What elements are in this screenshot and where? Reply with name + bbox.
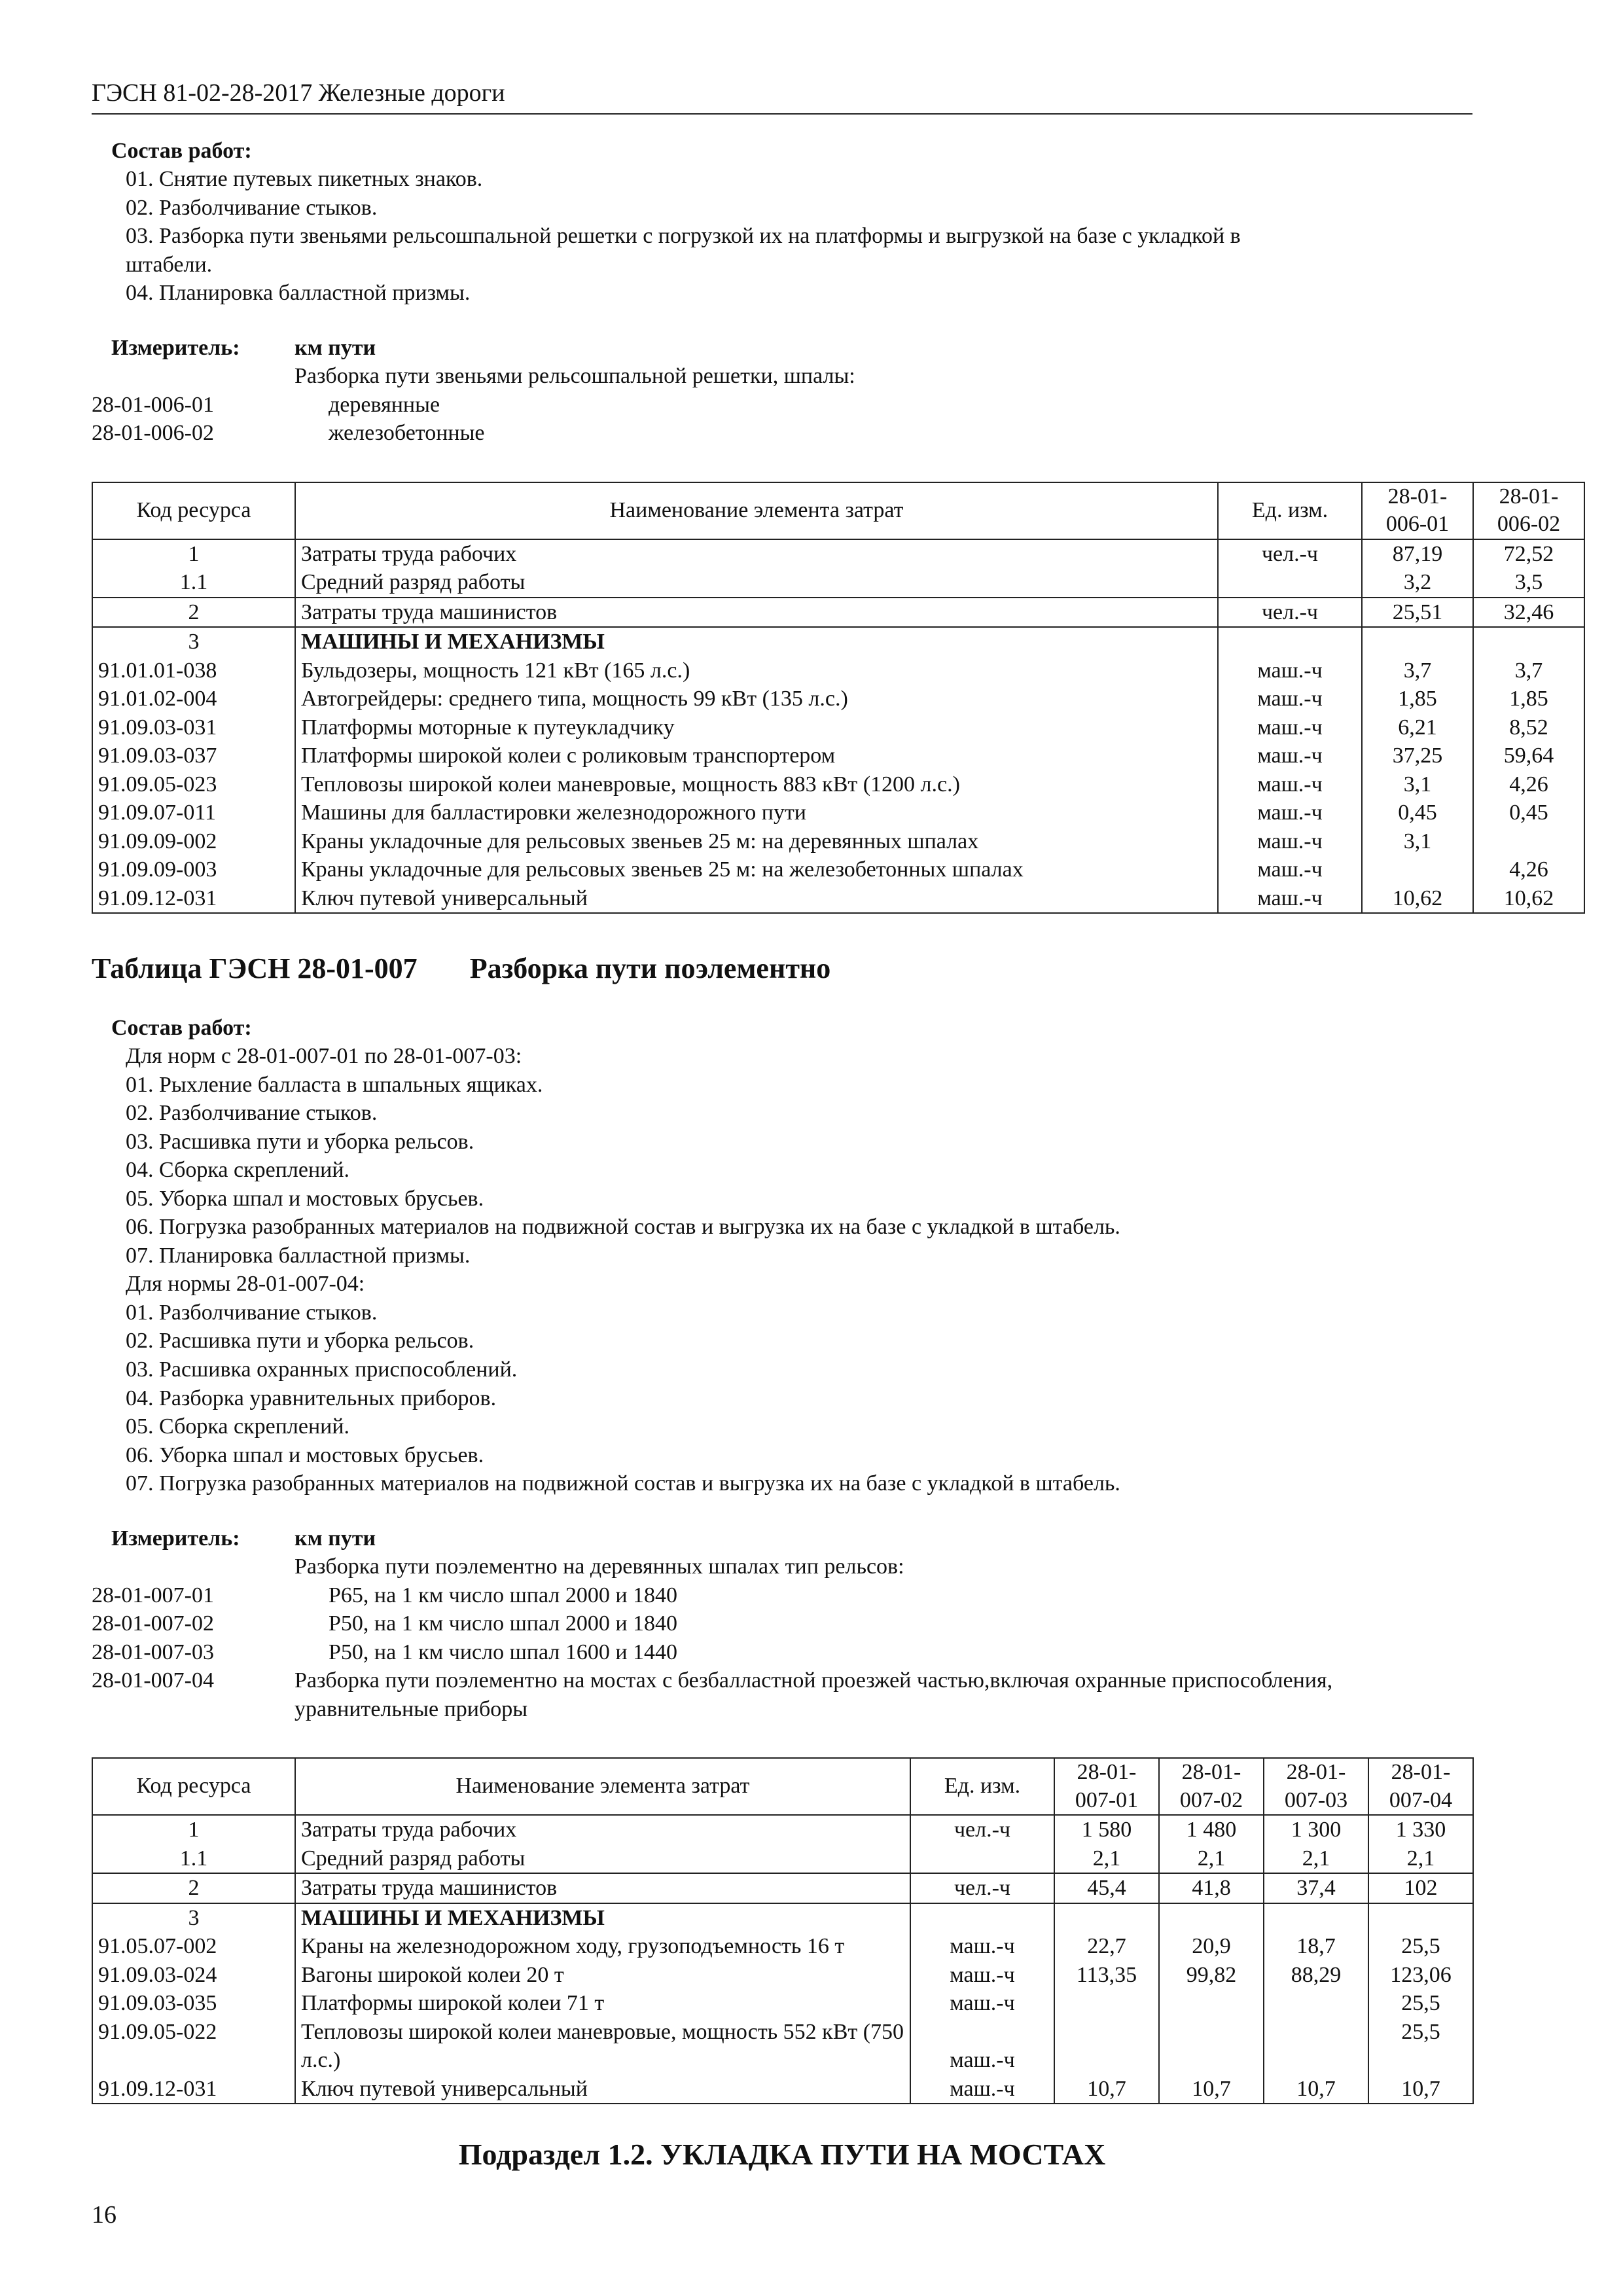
table-row bbox=[92, 1932, 1473, 1961]
table-header-row bbox=[92, 482, 1584, 539]
value-cell: 102 bbox=[1368, 1873, 1473, 1903]
work-item: 06. Уборка шпал и мостовых брусьев. bbox=[126, 1443, 484, 1467]
table-row bbox=[92, 2075, 1473, 2104]
header-norm-col: 28-01- 007-04 bbox=[1368, 1758, 1473, 1815]
unit-cell: маш.-ч bbox=[1218, 656, 1362, 685]
running-header: ГЭСН 81-02-28-2017 Железные дороги bbox=[92, 77, 1472, 115]
table-2-body bbox=[92, 1815, 1473, 2104]
unit-cell: маш.-ч bbox=[910, 1989, 1054, 2018]
work-item: 03. Разборка пути звеньями рельсошпальной решетки с погрузкой их на платформы и выгрузкой на базе с укладкой в bbox=[126, 224, 1241, 249]
table-row bbox=[92, 742, 1584, 770]
unit-cell: маш.-ч bbox=[1218, 798, 1362, 827]
value-cell: 1,85 bbox=[1473, 685, 1584, 713]
unit-cell: чел.-ч bbox=[910, 1873, 1054, 1903]
value-cell: 1 480 bbox=[1159, 1815, 1264, 1844]
table-row bbox=[92, 2018, 1473, 2075]
norm-code: 28-01-007-03 bbox=[92, 1640, 214, 1664]
measure-unit: км пути bbox=[294, 1526, 376, 1551]
header-norm-col: 28-01- 006-01 bbox=[1362, 482, 1473, 539]
work-item: 07. Погрузка разобранных материалов на подвижной состав и выгрузка их на базе с укладкой в штабель. bbox=[126, 1471, 1120, 1496]
value-cell bbox=[1264, 1903, 1368, 1933]
resource-code-cell: 3 bbox=[92, 627, 295, 656]
value-cell: 45,4 bbox=[1054, 1873, 1159, 1903]
work-item: 01. Рыхление балласта в шпальных ящиках. bbox=[126, 1072, 543, 1097]
unit-cell: маш.-ч bbox=[910, 1932, 1054, 1961]
table-row bbox=[92, 1815, 1473, 1844]
value-cell: 10,7 bbox=[1159, 2075, 1264, 2104]
table-row bbox=[92, 1873, 1473, 1903]
resource-name-cell: Автогрейдеры: среднего типа, мощность 99 кВт (135 л.с.) bbox=[295, 685, 1218, 713]
norm-name: Р50, на 1 км число шпал 2000 и 1840 bbox=[329, 1611, 678, 1636]
value-cell: 113,35 bbox=[1054, 1961, 1159, 1990]
document-page bbox=[92, 77, 1561, 2174]
value-cell: 72,52 bbox=[1473, 539, 1584, 569]
value-cell: 18,7 bbox=[1264, 1932, 1368, 1961]
value-cell: 10,7 bbox=[1368, 2075, 1473, 2104]
table-row bbox=[92, 884, 1584, 914]
table-row bbox=[92, 539, 1584, 569]
value-cell: 88,29 bbox=[1264, 1961, 1368, 1990]
header-name: Наименование элемента затрат bbox=[295, 1758, 910, 1815]
table-title: Разборка пути поэлементно bbox=[469, 952, 831, 985]
resource-name-cell: Краны укладочные для рельсовых звеньев 25 м: на железобетонных шпалах bbox=[295, 855, 1218, 884]
work-item: 04. Разборка уравнительных приборов. bbox=[126, 1386, 497, 1410]
table-row bbox=[92, 1961, 1473, 1990]
value-cell: 59,64 bbox=[1473, 742, 1584, 770]
table-heading bbox=[92, 950, 1472, 987]
resource-name-cell: Машины для балластировки железнодорожного пути bbox=[295, 798, 1218, 827]
value-cell: 123,06 bbox=[1368, 1961, 1473, 1990]
composition-block-2 bbox=[92, 1014, 1472, 1498]
resource-code-cell: 3 bbox=[92, 1903, 295, 1933]
resource-name-cell: Краны на железнодорожном ходу, грузоподъемность 16 т bbox=[295, 1932, 910, 1961]
header-code: Код ресурса bbox=[92, 1758, 295, 1815]
measure-block-2 bbox=[92, 1524, 1472, 1724]
unit-cell: маш.-ч bbox=[1218, 827, 1362, 856]
resource-code-cell: 91.09.09-002 bbox=[92, 827, 295, 856]
value-cell: 25,5 bbox=[1368, 1932, 1473, 1961]
norm-range-heading: Для нормы 28-01-007-04: bbox=[126, 1272, 365, 1297]
measure-unit: км пути bbox=[294, 335, 376, 360]
value-cell: 1,85 bbox=[1362, 685, 1473, 713]
resource-name-cell: Средний разряд работы bbox=[295, 1844, 910, 1874]
norm-code: 28-01-007-01 bbox=[92, 1583, 214, 1607]
unit-cell: маш.-ч bbox=[1218, 742, 1362, 770]
value-cell bbox=[1159, 1903, 1264, 1933]
value-cell: 20,9 bbox=[1159, 1932, 1264, 1961]
value-cell bbox=[1159, 2018, 1264, 2075]
norm-code: 28-01-007-04 bbox=[92, 1668, 214, 1693]
value-cell: 0,45 bbox=[1473, 798, 1584, 827]
table-2-wrapper bbox=[92, 1757, 1472, 2104]
value-cell: 25,5 bbox=[1368, 1989, 1473, 2018]
unit-cell: чел.-ч bbox=[1218, 539, 1362, 569]
table-1-wrapper bbox=[92, 482, 1561, 914]
resource-code-cell: 91.09.05-022 bbox=[92, 2018, 295, 2075]
value-cell: 37,4 bbox=[1264, 1873, 1368, 1903]
resource-name-cell: Тепловозы широкой колеи маневровые, мощность 883 кВт (1200 л.с.) bbox=[295, 770, 1218, 799]
resource-name-cell: Средний разряд работы bbox=[295, 568, 1218, 598]
unit-cell: маш.-ч bbox=[1218, 713, 1362, 742]
resource-code-cell: 91.09.03-035 bbox=[92, 1989, 295, 2018]
resource-code-cell: 1 bbox=[92, 1815, 295, 1844]
unit-cell: маш.-ч bbox=[910, 2075, 1054, 2104]
unit-cell: маш.-ч bbox=[1218, 855, 1362, 884]
header-unit: Ед. изм. bbox=[910, 1758, 1054, 1815]
value-cell: 4,26 bbox=[1473, 770, 1584, 799]
resource-name-cell: Платформы широкой колеи 71 т bbox=[295, 1989, 910, 2018]
table-header-row bbox=[92, 1758, 1473, 1815]
value-cell: 2,1 bbox=[1368, 1844, 1473, 1874]
value-cell bbox=[1054, 1989, 1159, 2018]
work-item: 04. Планировка балластной призмы. bbox=[126, 281, 471, 306]
norm-range-heading: Для норм с 28-01-007-01 по 28-01-007-03: bbox=[126, 1044, 522, 1069]
work-item: 03. Расшивка пути и уборка рельсов. bbox=[126, 1129, 474, 1154]
resource-code-cell: 91.01.01-038 bbox=[92, 656, 295, 685]
table-row bbox=[92, 627, 1584, 656]
resource-name-cell: Краны укладочные для рельсовых звеньев 25 м: на деревянных шпалах bbox=[295, 827, 1218, 856]
value-cell: 2,1 bbox=[1054, 1844, 1159, 1874]
value-cell: 1 330 bbox=[1368, 1815, 1473, 1844]
norm-code: 28-01-006-01 bbox=[92, 392, 214, 417]
value-cell: 2,1 bbox=[1159, 1844, 1264, 1874]
value-cell: 2,1 bbox=[1264, 1844, 1368, 1874]
value-cell: 37,25 bbox=[1362, 742, 1473, 770]
table-row bbox=[92, 855, 1584, 884]
value-cell: 10,62 bbox=[1362, 884, 1473, 914]
work-item: 05. Сборка скреплений. bbox=[126, 1414, 350, 1439]
resource-code-cell: 1.1 bbox=[92, 568, 295, 598]
unit-cell: маш.-ч bbox=[1218, 884, 1362, 914]
resource-name-cell: Затраты труда машинистов bbox=[295, 1873, 910, 1903]
resource-name-cell: Ключ путевой универсальный bbox=[295, 2075, 910, 2104]
value-cell bbox=[1362, 627, 1473, 656]
unit-cell bbox=[1218, 568, 1362, 598]
value-cell: 4,26 bbox=[1473, 855, 1584, 884]
subsection-title: Подраздел 1.2. УКЛАДКА ПУТИ НА МОСТАХ bbox=[458, 2138, 1106, 2172]
value-cell: 3,1 bbox=[1362, 827, 1473, 856]
norm-code: 28-01-007-02 bbox=[92, 1611, 214, 1636]
value-cell: 6,21 bbox=[1362, 713, 1473, 742]
value-cell: 3,5 bbox=[1473, 568, 1584, 598]
value-cell: 87,19 bbox=[1362, 539, 1473, 569]
norm-name: железобетонные bbox=[329, 421, 485, 446]
table-id: Таблица ГЭСН 28-01-007 bbox=[92, 952, 418, 985]
table-row bbox=[92, 685, 1584, 713]
resource-code-cell: 91.09.12-031 bbox=[92, 2075, 295, 2104]
unit-cell: маш.-ч bbox=[1218, 770, 1362, 799]
value-cell: 8,52 bbox=[1473, 713, 1584, 742]
measure-description: Разборка пути звеньями рельсошпальной решетки, шпалы: bbox=[294, 364, 855, 389]
value-cell: 3,2 bbox=[1362, 568, 1473, 598]
work-item: 02. Разболчивание стыков. bbox=[126, 195, 378, 220]
resource-table-2 bbox=[92, 1757, 1474, 2104]
header-unit: Ед. изм. bbox=[1218, 482, 1362, 539]
value-cell bbox=[1054, 2018, 1159, 2075]
value-cell: 3,7 bbox=[1473, 656, 1584, 685]
table-row bbox=[92, 656, 1584, 685]
value-cell bbox=[1473, 827, 1584, 856]
resource-code-cell: 91.09.03-024 bbox=[92, 1961, 295, 1990]
unit-cell bbox=[910, 1903, 1054, 1933]
resource-code-cell: 2 bbox=[92, 1873, 295, 1903]
unit-cell bbox=[910, 1844, 1054, 1874]
value-cell: 3,7 bbox=[1362, 656, 1473, 685]
work-item: штабели. bbox=[126, 252, 213, 277]
value-cell: 0,45 bbox=[1362, 798, 1473, 827]
table-row bbox=[92, 827, 1584, 856]
header-norm-col: 28-01- 007-01 bbox=[1054, 1758, 1159, 1815]
measure-block-1 bbox=[92, 334, 1472, 448]
table-1-body bbox=[92, 539, 1584, 914]
work-item: 07. Планировка балластной призмы. bbox=[126, 1243, 471, 1268]
work-item: 01. Разболчивание стыков. bbox=[126, 1300, 378, 1325]
resource-code-cell: 91.09.05-023 bbox=[92, 770, 295, 799]
unit-cell bbox=[1218, 627, 1362, 656]
header-norm-col: 28-01- 006-02 bbox=[1473, 482, 1584, 539]
resource-code-cell: 91.09.07-011 bbox=[92, 798, 295, 827]
value-cell: 1 300 bbox=[1264, 1815, 1368, 1844]
unit-cell: маш.-ч bbox=[1218, 685, 1362, 713]
value-cell bbox=[1264, 1989, 1368, 2018]
value-cell: 32,46 bbox=[1473, 598, 1584, 628]
work-item: 06. Погрузка разобранных материалов на подвижной состав и выгрузка их на базе с укладкой в штабель. bbox=[126, 1215, 1120, 1240]
resource-code-cell: 1.1 bbox=[92, 1844, 295, 1874]
norm-code: 28-01-006-02 bbox=[92, 421, 214, 446]
resource-code-cell: 91.09.09-003 bbox=[92, 855, 295, 884]
measure-description: Разборка пути поэлементно на деревянных шпалах тип рельсов: bbox=[294, 1554, 904, 1579]
value-cell: 10,7 bbox=[1054, 2075, 1159, 2104]
header-name: Наименование элемента затрат bbox=[295, 482, 1218, 539]
resource-code-cell: 91.09.03-031 bbox=[92, 713, 295, 742]
value-cell bbox=[1368, 1903, 1473, 1933]
work-item: 02. Расшивка пути и уборка рельсов. bbox=[126, 1329, 474, 1354]
measure-label: Измеритель: bbox=[111, 335, 240, 360]
page-number: 16 bbox=[92, 2201, 116, 2229]
resource-code-cell: 91.01.02-004 bbox=[92, 685, 295, 713]
value-cell: 1 580 bbox=[1054, 1815, 1159, 1844]
value-cell bbox=[1473, 627, 1584, 656]
header-norm-col: 28-01- 007-02 bbox=[1159, 1758, 1264, 1815]
composition-label: Состав работ: bbox=[111, 138, 252, 163]
unit-cell: маш.-ч bbox=[910, 2018, 1054, 2075]
value-cell: 22,7 bbox=[1054, 1932, 1159, 1961]
resource-code-cell: 2 bbox=[92, 598, 295, 628]
resource-name-cell: Вагоны широкой колеи 20 т bbox=[295, 1961, 910, 1990]
value-cell bbox=[1159, 1989, 1264, 2018]
table-row bbox=[92, 713, 1584, 742]
table-row bbox=[92, 798, 1584, 827]
composition-block-1 bbox=[92, 137, 1472, 308]
composition-label: Состав работ: bbox=[111, 1015, 252, 1040]
value-cell: 25,5 bbox=[1368, 2018, 1473, 2075]
value-cell: 99,82 bbox=[1159, 1961, 1264, 1990]
table-row bbox=[92, 568, 1584, 598]
work-item: 02. Разболчивание стыков. bbox=[126, 1101, 378, 1126]
table-row bbox=[92, 598, 1584, 628]
resource-code-cell: 1 bbox=[92, 539, 295, 569]
table-row bbox=[92, 1844, 1473, 1874]
unit-cell: чел.-ч bbox=[1218, 598, 1362, 628]
unit-cell: маш.-ч bbox=[910, 1961, 1054, 1990]
norm-name: Р65, на 1 км число шпал 2000 и 1840 bbox=[329, 1583, 678, 1607]
resource-name-cell: Затраты труда рабочих bbox=[295, 1815, 910, 1844]
resource-name-cell: Тепловозы широкой колеи маневровые, мощность 552 кВт (750 л.с.) bbox=[295, 2018, 910, 2075]
value-cell: 41,8 bbox=[1159, 1873, 1264, 1903]
header-norm-col: 28-01- 007-03 bbox=[1264, 1758, 1368, 1815]
resource-name-cell: Платформы широкой колеи с роликовым транспортером bbox=[295, 742, 1218, 770]
measure-label: Измеритель: bbox=[111, 1526, 240, 1551]
resource-name-cell: Бульдозеры, мощность 121 кВт (165 л.с.) bbox=[295, 656, 1218, 685]
unit-cell: чел.-ч bbox=[910, 1815, 1054, 1844]
resource-name-cell: Платформы моторные к путеукладчику bbox=[295, 713, 1218, 742]
norm-name: Разборка пути поэлементно на мостах с безбалластной проезжей частью,включая охранные приспособления, уравнительные приборы bbox=[294, 1668, 1333, 1721]
value-cell: 10,62 bbox=[1473, 884, 1584, 914]
resource-code-cell: 91.05.07-002 bbox=[92, 1932, 295, 1961]
work-item: 04. Сборка скреплений. bbox=[126, 1158, 350, 1183]
value-cell bbox=[1264, 2018, 1368, 2075]
table-row bbox=[92, 1989, 1473, 2018]
resource-name-cell: Затраты труда рабочих bbox=[295, 539, 1218, 569]
work-item: 01. Снятие путевых пикетных знаков. bbox=[126, 167, 483, 192]
value-cell: 10,7 bbox=[1264, 2075, 1368, 2104]
value-cell bbox=[1362, 855, 1473, 884]
resource-name-cell: Затраты труда машинистов bbox=[295, 598, 1218, 628]
work-item: 03. Расшивка охранных приспособлений. bbox=[126, 1357, 518, 1382]
resource-name-cell: МАШИНЫ И МЕХАНИЗМЫ bbox=[295, 1903, 910, 1933]
resource-name-cell: Ключ путевой универсальный bbox=[295, 884, 1218, 914]
resource-code-cell: 91.09.03-037 bbox=[92, 742, 295, 770]
resource-code-cell: 91.09.12-031 bbox=[92, 884, 295, 914]
work-item: 05. Уборка шпал и мостовых брусьев. bbox=[126, 1186, 484, 1211]
value-cell bbox=[1054, 1903, 1159, 1933]
value-cell: 3,1 bbox=[1362, 770, 1473, 799]
header-code: Код ресурса bbox=[92, 482, 295, 539]
value-cell: 25,51 bbox=[1362, 598, 1473, 628]
norm-name: деревянные bbox=[329, 392, 440, 417]
table-row bbox=[92, 770, 1584, 799]
table-row bbox=[92, 1903, 1473, 1933]
resource-name-cell: МАШИНЫ И МЕХАНИЗМЫ bbox=[295, 627, 1218, 656]
resource-table-1 bbox=[92, 482, 1585, 914]
norm-name: Р50, на 1 км число шпал 1600 и 1440 bbox=[329, 1640, 678, 1664]
